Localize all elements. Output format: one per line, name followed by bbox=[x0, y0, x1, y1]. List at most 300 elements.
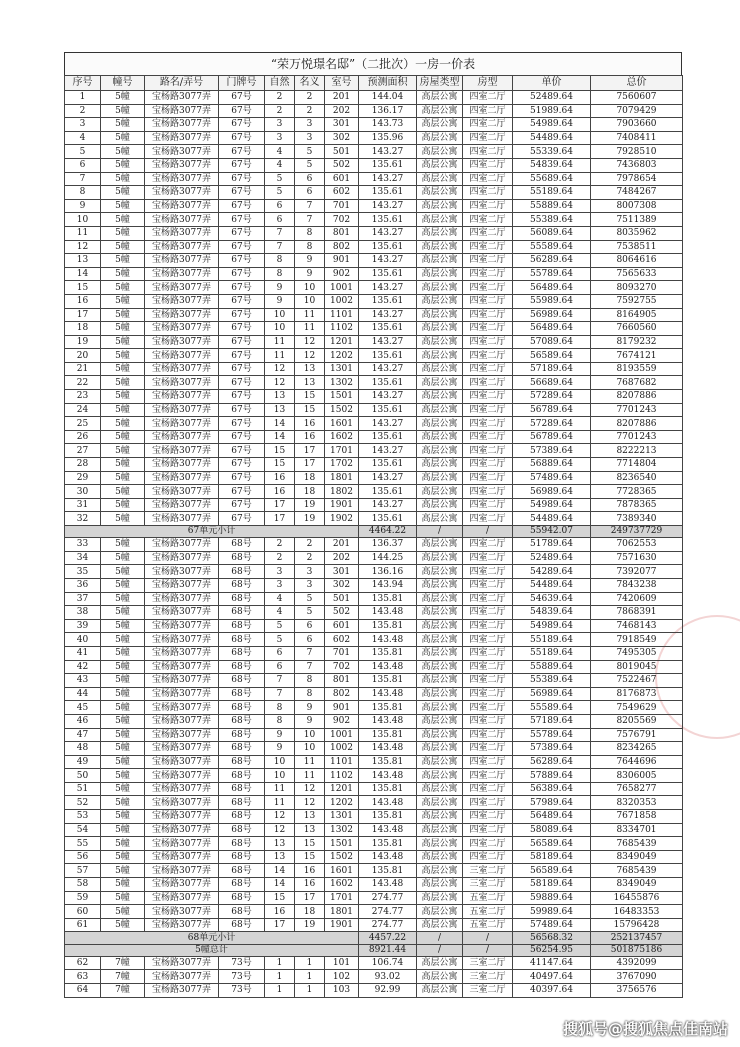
table-cell: 5 bbox=[265, 633, 295, 647]
table-cell: 16483353 bbox=[591, 905, 683, 919]
table-row bbox=[65, 308, 683, 322]
table-cell: 53 bbox=[65, 810, 101, 824]
table-cell: 54989.64 bbox=[513, 498, 591, 512]
table-row bbox=[65, 281, 683, 295]
table-cell: 5幢 bbox=[101, 714, 145, 728]
table-cell: 135.81 bbox=[359, 810, 417, 824]
table-cell: 宝杨路3077弄 bbox=[145, 983, 219, 997]
table-cell: 135.61 bbox=[359, 376, 417, 390]
table-cell: 1801 bbox=[325, 905, 359, 919]
watermark-text: 搜狐号@搜狐焦点佳南站 bbox=[562, 1020, 728, 1038]
table-cell: 3767090 bbox=[591, 970, 683, 984]
table-cell: 68号 bbox=[219, 769, 265, 783]
table-cell: 1002 bbox=[325, 742, 359, 756]
table-cell: 13 bbox=[265, 403, 295, 417]
table-cell: 56289.64 bbox=[513, 755, 591, 769]
table-cell: 5幢 bbox=[101, 403, 145, 417]
table-cell: 56789.64 bbox=[513, 430, 591, 444]
table-cell: 5幢 bbox=[101, 578, 145, 592]
table-cell: 135.81 bbox=[359, 782, 417, 796]
table-cell: 宝杨路3077弄 bbox=[145, 619, 219, 633]
table-cell: 四室二厅 bbox=[463, 687, 513, 701]
table-cell: 7658277 bbox=[591, 782, 683, 796]
table-cell: 67号 bbox=[219, 104, 265, 118]
table-cell: 57489.64 bbox=[513, 918, 591, 932]
table-cell: 高层公寓 bbox=[417, 335, 463, 349]
table-cell: 高层公寓 bbox=[417, 619, 463, 633]
table-row bbox=[65, 850, 683, 864]
table-cell: 57289.64 bbox=[513, 390, 591, 404]
table-cell: 8 bbox=[265, 254, 295, 268]
table-cell: 宝杨路3077弄 bbox=[145, 728, 219, 742]
table-row bbox=[65, 578, 683, 592]
table-row bbox=[65, 158, 683, 172]
table-cell: 10 bbox=[65, 213, 101, 227]
table-cell: 高层公寓 bbox=[417, 199, 463, 213]
table-cell: 67号 bbox=[219, 498, 265, 512]
table-row bbox=[65, 646, 683, 660]
table-cell: 68号 bbox=[219, 701, 265, 715]
table-cell: 宝杨路3077弄 bbox=[145, 322, 219, 336]
table-cell: 42 bbox=[65, 660, 101, 674]
table-cell: 67号 bbox=[219, 485, 265, 499]
table-cell: 62 bbox=[65, 956, 101, 970]
table-cell: 7 bbox=[295, 199, 325, 213]
table-cell: 四室二厅 bbox=[463, 471, 513, 485]
subtotal-unit-price: 56254.95 bbox=[513, 944, 591, 956]
table-row bbox=[65, 118, 683, 132]
table-cell: 高层公寓 bbox=[417, 512, 463, 526]
table-cell: 143.48 bbox=[359, 878, 417, 892]
table-cell: 高层公寓 bbox=[417, 308, 463, 322]
table-cell: 9 bbox=[265, 742, 295, 756]
table-cell: 5幢 bbox=[101, 254, 145, 268]
table-cell: 11 bbox=[295, 308, 325, 322]
table-cell: 27 bbox=[65, 444, 101, 458]
table-cell: 57189.64 bbox=[513, 714, 591, 728]
table-cell: 高层公寓 bbox=[417, 769, 463, 783]
table-cell: 8236540 bbox=[591, 471, 683, 485]
column-header: 序号 bbox=[65, 76, 101, 91]
table-cell: 三室二厅 bbox=[463, 970, 513, 984]
table-cell: 四室二厅 bbox=[463, 186, 513, 200]
table-cell: 274.77 bbox=[359, 905, 417, 919]
table-cell: 5幢 bbox=[101, 294, 145, 308]
table-cell: 56989.64 bbox=[513, 687, 591, 701]
table-cell: 135.61 bbox=[359, 158, 417, 172]
table-cell: 302 bbox=[325, 131, 359, 145]
table-cell: 7408411 bbox=[591, 131, 683, 145]
table-cell: 高层公寓 bbox=[417, 983, 463, 997]
table-cell: 93.02 bbox=[359, 970, 417, 984]
table-cell: 56 bbox=[65, 850, 101, 864]
table-cell: 67号 bbox=[219, 458, 265, 472]
table-cell: 55189.64 bbox=[513, 633, 591, 647]
table-cell: 四室二厅 bbox=[463, 145, 513, 159]
table-cell: 58189.64 bbox=[513, 850, 591, 864]
table-cell: 宝杨路3077弄 bbox=[145, 308, 219, 322]
table-cell: 宝杨路3077弄 bbox=[145, 606, 219, 620]
table-cell: 57389.64 bbox=[513, 742, 591, 756]
column-header: 幢号 bbox=[101, 76, 145, 91]
table-cell: 1501 bbox=[325, 837, 359, 851]
table-cell: 55689.64 bbox=[513, 172, 591, 186]
table-cell: 5幢 bbox=[101, 823, 145, 837]
table-cell: 52489.64 bbox=[513, 551, 591, 565]
table-cell: 5幢 bbox=[101, 376, 145, 390]
table-cell: 143.27 bbox=[359, 444, 417, 458]
column-header: 预测面积 bbox=[359, 76, 417, 91]
table-cell: 54639.64 bbox=[513, 592, 591, 606]
table-cell: 67号 bbox=[219, 172, 265, 186]
table-cell: 902 bbox=[325, 267, 359, 281]
table-cell: 143.27 bbox=[359, 281, 417, 295]
table-cell: 7389340 bbox=[591, 512, 683, 526]
table-cell: 高层公寓 bbox=[417, 742, 463, 756]
table-cell: 67号 bbox=[219, 145, 265, 159]
table-cell: 19 bbox=[295, 498, 325, 512]
table-row bbox=[65, 891, 683, 905]
table-cell: 47 bbox=[65, 728, 101, 742]
table-cell: 宝杨路3077弄 bbox=[145, 213, 219, 227]
table-cell: 宝杨路3077弄 bbox=[145, 837, 219, 851]
table-cell: 5幢 bbox=[101, 565, 145, 579]
table-cell: 1301 bbox=[325, 362, 359, 376]
table-cell: 1502 bbox=[325, 403, 359, 417]
table-cell: 宝杨路3077弄 bbox=[145, 918, 219, 932]
table-cell: 7062553 bbox=[591, 538, 683, 552]
table-cell: 901 bbox=[325, 254, 359, 268]
table-cell: 31 bbox=[65, 498, 101, 512]
table-cell: 高层公寓 bbox=[417, 578, 463, 592]
table-cell: 7392077 bbox=[591, 565, 683, 579]
table-cell: 143.27 bbox=[359, 308, 417, 322]
table-cell: 201 bbox=[325, 538, 359, 552]
table-cell: 56489.64 bbox=[513, 810, 591, 824]
table-row bbox=[65, 687, 683, 701]
table-cell: 702 bbox=[325, 213, 359, 227]
table-cell: 202 bbox=[325, 551, 359, 565]
table-cell: 1802 bbox=[325, 485, 359, 499]
table-cell: 宝杨路3077弄 bbox=[145, 240, 219, 254]
table-cell: 143.48 bbox=[359, 606, 417, 620]
table-cell: 29 bbox=[65, 471, 101, 485]
table-cell: 9 bbox=[65, 199, 101, 213]
table-cell: 5幢 bbox=[101, 430, 145, 444]
table-row bbox=[65, 970, 683, 984]
table-cell: 18 bbox=[295, 905, 325, 919]
table-row bbox=[65, 430, 683, 444]
table-cell: 57989.64 bbox=[513, 796, 591, 810]
table-cell: 高层公寓 bbox=[417, 905, 463, 919]
table-cell: 4 bbox=[65, 131, 101, 145]
table-cell: 高层公寓 bbox=[417, 349, 463, 363]
table-cell: 四室二厅 bbox=[463, 267, 513, 281]
table-cell: 274.77 bbox=[359, 918, 417, 932]
table-cell: 1102 bbox=[325, 769, 359, 783]
table-cell: 高层公寓 bbox=[417, 417, 463, 431]
table-cell: 8007308 bbox=[591, 199, 683, 213]
table-cell: 68号 bbox=[219, 646, 265, 660]
table-cell: 宝杨路3077弄 bbox=[145, 376, 219, 390]
table-cell: 135.61 bbox=[359, 430, 417, 444]
table-cell: 68号 bbox=[219, 619, 265, 633]
table-cell: 13 bbox=[265, 850, 295, 864]
table-cell: 5幢 bbox=[101, 512, 145, 526]
table-row bbox=[65, 199, 683, 213]
table-cell: 5幢 bbox=[101, 240, 145, 254]
table-cell: 宝杨路3077弄 bbox=[145, 970, 219, 984]
table-cell: 5幢 bbox=[101, 335, 145, 349]
table-cell: 36 bbox=[65, 578, 101, 592]
table-cell: 5幢 bbox=[101, 158, 145, 172]
subtotal-slash: / bbox=[417, 944, 463, 956]
table-cell: 宝杨路3077弄 bbox=[145, 810, 219, 824]
table-cell: 宝杨路3077弄 bbox=[145, 335, 219, 349]
table-cell: 16 bbox=[295, 430, 325, 444]
table-cell: 6 bbox=[265, 213, 295, 227]
table-cell: 四室二厅 bbox=[463, 565, 513, 579]
table-cell: 7571630 bbox=[591, 551, 683, 565]
table-cell: 8064616 bbox=[591, 254, 683, 268]
table-cell: 宝杨路3077弄 bbox=[145, 755, 219, 769]
table-cell: 16 bbox=[265, 905, 295, 919]
table-cell: 58089.64 bbox=[513, 823, 591, 837]
table-cell: 143.48 bbox=[359, 796, 417, 810]
table-row bbox=[65, 417, 683, 431]
table-cell: 四室二厅 bbox=[463, 769, 513, 783]
table-cell: 高层公寓 bbox=[417, 104, 463, 118]
table-cell: 5幢 bbox=[101, 837, 145, 851]
table-cell: 宝杨路3077弄 bbox=[145, 864, 219, 878]
table-cell: 68号 bbox=[219, 755, 265, 769]
table-cell: 四室二厅 bbox=[463, 551, 513, 565]
table-cell: 1 bbox=[295, 956, 325, 970]
table-cell: 56789.64 bbox=[513, 403, 591, 417]
table-cell: 5幢 bbox=[101, 660, 145, 674]
table-cell: 56289.64 bbox=[513, 254, 591, 268]
table-cell: 143.48 bbox=[359, 769, 417, 783]
table-row bbox=[65, 983, 683, 997]
table-row bbox=[65, 335, 683, 349]
table-row bbox=[65, 390, 683, 404]
table-cell: 143.27 bbox=[359, 471, 417, 485]
table-cell: 50 bbox=[65, 769, 101, 783]
table-cell: 1102 bbox=[325, 322, 359, 336]
table-cell: 68号 bbox=[219, 810, 265, 824]
table-cell: 7 bbox=[265, 226, 295, 240]
table-cell: 7079429 bbox=[591, 104, 683, 118]
table-cell: 5幢 bbox=[101, 864, 145, 878]
table-cell: 15 bbox=[265, 891, 295, 905]
table-cell: 1 bbox=[295, 983, 325, 997]
table-cell: 301 bbox=[325, 565, 359, 579]
table-cell: 3 bbox=[295, 578, 325, 592]
subtotal-total-price: 252137457 bbox=[591, 932, 683, 944]
table-cell: 高层公寓 bbox=[417, 538, 463, 552]
table-cell: 宝杨路3077弄 bbox=[145, 769, 219, 783]
table-cell: 5幢 bbox=[101, 905, 145, 919]
table-cell: 67号 bbox=[219, 362, 265, 376]
table-cell: 6 bbox=[295, 633, 325, 647]
table-cell: 5 bbox=[265, 172, 295, 186]
table-cell: 5幢 bbox=[101, 728, 145, 742]
table-cell: 2 bbox=[295, 538, 325, 552]
table-cell: 宝杨路3077弄 bbox=[145, 782, 219, 796]
table-cell: 41 bbox=[65, 646, 101, 660]
table-cell: 四室二厅 bbox=[463, 417, 513, 431]
table-cell: 8207886 bbox=[591, 390, 683, 404]
table-cell: 9 bbox=[265, 281, 295, 295]
table-cell: 7幢 bbox=[101, 983, 145, 997]
price-table bbox=[64, 75, 683, 998]
table-cell: 5幢 bbox=[101, 674, 145, 688]
table-row bbox=[65, 714, 683, 728]
table-cell: 7685439 bbox=[591, 864, 683, 878]
table-cell: 8205569 bbox=[591, 714, 683, 728]
table-cell: 高层公寓 bbox=[417, 458, 463, 472]
table-cell: 67号 bbox=[219, 199, 265, 213]
table-cell: 143.27 bbox=[359, 417, 417, 431]
table-cell: 602 bbox=[325, 186, 359, 200]
table-cell: 5幢 bbox=[101, 131, 145, 145]
table-cell: 55 bbox=[65, 837, 101, 851]
table-cell: 四室二厅 bbox=[463, 430, 513, 444]
table-cell: 5幢 bbox=[101, 91, 145, 105]
table-cell: 68号 bbox=[219, 565, 265, 579]
table-cell: 5幢 bbox=[101, 145, 145, 159]
table-cell: 103 bbox=[325, 983, 359, 997]
table-cell: 57489.64 bbox=[513, 471, 591, 485]
table-cell: 5幢 bbox=[101, 458, 145, 472]
table-cell: 高层公寓 bbox=[417, 240, 463, 254]
table-cell: 高层公寓 bbox=[417, 660, 463, 674]
table-cell: 15 bbox=[295, 403, 325, 417]
table-cell: 7701243 bbox=[591, 403, 683, 417]
table-cell: 67号 bbox=[219, 390, 265, 404]
table-cell: 高层公寓 bbox=[417, 687, 463, 701]
table-row bbox=[65, 362, 683, 376]
table-cell: 7918549 bbox=[591, 633, 683, 647]
table-cell: 四室二厅 bbox=[463, 118, 513, 132]
table-cell: 四室二厅 bbox=[463, 444, 513, 458]
table-cell: 57089.64 bbox=[513, 335, 591, 349]
table-cell: 5幢 bbox=[101, 742, 145, 756]
table-cell: 四室二厅 bbox=[463, 498, 513, 512]
table-cell: 宝杨路3077弄 bbox=[145, 390, 219, 404]
table-cell: 高层公寓 bbox=[417, 674, 463, 688]
table-cell: 143.94 bbox=[359, 578, 417, 592]
table-cell: 5幢 bbox=[101, 322, 145, 336]
table-cell: 56989.64 bbox=[513, 308, 591, 322]
table-cell: 1601 bbox=[325, 864, 359, 878]
table-cell: 20 bbox=[65, 349, 101, 363]
table-cell: 2 bbox=[295, 551, 325, 565]
table-cell: 22 bbox=[65, 376, 101, 390]
table-cell: 7468143 bbox=[591, 619, 683, 633]
table-cell: 9 bbox=[295, 254, 325, 268]
table-cell: 3 bbox=[265, 131, 295, 145]
table-cell: 四室二厅 bbox=[463, 335, 513, 349]
table-cell: 18 bbox=[65, 322, 101, 336]
table-cell: 274.77 bbox=[359, 891, 417, 905]
table-cell: 5幢 bbox=[101, 850, 145, 864]
table-cell: 106.74 bbox=[359, 956, 417, 970]
table-cell: 52489.64 bbox=[513, 91, 591, 105]
table-cell: 143.27 bbox=[359, 362, 417, 376]
table-cell: 13 bbox=[65, 254, 101, 268]
table-cell: 7 bbox=[265, 687, 295, 701]
table-cell: 8 bbox=[265, 267, 295, 281]
table-row bbox=[65, 592, 683, 606]
table-cell: 67号 bbox=[219, 254, 265, 268]
table-cell: 68号 bbox=[219, 850, 265, 864]
table-cell: 5幢 bbox=[101, 349, 145, 363]
table-cell: 高层公寓 bbox=[417, 633, 463, 647]
table-row bbox=[65, 837, 683, 851]
table-cell: 四室二厅 bbox=[463, 578, 513, 592]
table-row bbox=[65, 538, 683, 552]
table-cell: 1202 bbox=[325, 349, 359, 363]
table-cell: 宝杨路3077弄 bbox=[145, 714, 219, 728]
subtotal-row bbox=[65, 944, 683, 956]
table-cell: 四室二厅 bbox=[463, 158, 513, 172]
table-cell: 15796428 bbox=[591, 918, 683, 932]
table-cell: 高层公寓 bbox=[417, 403, 463, 417]
table-cell: 四室二厅 bbox=[463, 823, 513, 837]
table-cell: 68号 bbox=[219, 714, 265, 728]
table-cell: 5幢 bbox=[101, 606, 145, 620]
table-cell: 17 bbox=[265, 918, 295, 932]
table-cell: 10 bbox=[295, 742, 325, 756]
table-cell: 宝杨路3077弄 bbox=[145, 592, 219, 606]
table-cell: 5幢 bbox=[101, 213, 145, 227]
table-cell: 高层公寓 bbox=[417, 390, 463, 404]
table-cell: 56989.64 bbox=[513, 485, 591, 499]
table-cell: 702 bbox=[325, 660, 359, 674]
table-cell: 高层公寓 bbox=[417, 565, 463, 579]
table-cell: 高层公寓 bbox=[417, 172, 463, 186]
table-cell: 7565633 bbox=[591, 267, 683, 281]
table-cell: 68号 bbox=[219, 796, 265, 810]
table-cell: 801 bbox=[325, 226, 359, 240]
table-cell: 三室二厅 bbox=[463, 878, 513, 892]
table-cell: 54489.64 bbox=[513, 512, 591, 526]
table-cell: 宝杨路3077弄 bbox=[145, 512, 219, 526]
table-row bbox=[65, 823, 683, 837]
table-cell: 901 bbox=[325, 701, 359, 715]
table-row bbox=[65, 742, 683, 756]
table-cell: 高层公寓 bbox=[417, 956, 463, 970]
table-row bbox=[65, 145, 683, 159]
table-cell: 四室二厅 bbox=[463, 226, 513, 240]
table-cell: 19 bbox=[295, 512, 325, 526]
table-cell: 56689.64 bbox=[513, 376, 591, 390]
table-cell: 501 bbox=[325, 145, 359, 159]
table-row bbox=[65, 131, 683, 145]
table-cell: 68号 bbox=[219, 782, 265, 796]
table-cell: 57889.64 bbox=[513, 769, 591, 783]
subtotal-total-price: 249737729 bbox=[591, 526, 683, 538]
table-cell: 56489.64 bbox=[513, 281, 591, 295]
table-cell: 四室二厅 bbox=[463, 199, 513, 213]
table-cell: 11 bbox=[265, 796, 295, 810]
subtotal-row bbox=[65, 526, 683, 538]
table-cell: 41147.64 bbox=[513, 956, 591, 970]
table-cell: 144.25 bbox=[359, 551, 417, 565]
subtotal-total-price: 501875186 bbox=[591, 944, 683, 956]
table-cell: 高层公寓 bbox=[417, 701, 463, 715]
